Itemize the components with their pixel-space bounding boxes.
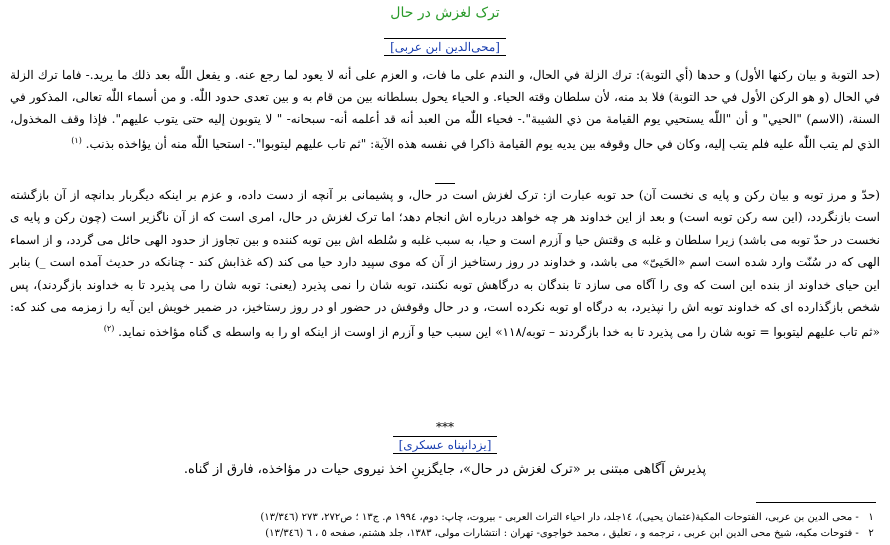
author-block <box>0 36 890 56</box>
translator-name: [یزدانپناه عسکری] <box>393 436 498 454</box>
summary-line: پذیرش آگاهی مبتنی بر «ترک لغزش در حال»، جایگزینِ اخذ نیروی حیات در مؤاخذه، فارق از گناه. <box>183 462 707 477</box>
footnote-text: - فتوحات مکیه، شیخ محی الدین ابن عربی ، ترجمه و ، تعلیق ، محمد خواجوی- تهران : انتشارات مولی، ١٣٨٣، جلد هشتم، صفحه ٥ ، ٦ (١٣/٣٤٦) <box>265 528 859 539</box>
footnote-number: ٢ <box>868 528 874 539</box>
arabic-text: (حد التوبة و بيان ركنها الأول) و حدها (أي التوبة): ترك الزلة في الحال، و الندم على ما فات، و العزم على أنه لا يعود لما رجع عنه. و يفعل اللّٰه بعد ذلك ما يريد.- فاما ترك الزلة في الحال (و هو الركن الأول في حد التوبة) فلا بد منه، لأن سلطان وقته الحياء. و الحياء يحول بسلطانه بين من قام به و بين تعدى حدود اللّٰه. و من أسماء اللّٰه تعالى، المذكور في السنة، (الاسم) "الحيي" و أن "اللّٰه يستحيي يوم القيامة من ذي الشيبة".- فحياء اللّٰه من العبد أنه قد أعلمه أنه- سبحانه- " لا يتوبون إليه حتى يتوب عليهم". فإذا وقف المخذول، الذي لم يتب اللّٰه عليه فلم يتب إليه، وكان في حال وقوفه بين يديه يوم القيامة ذاكرا في نفسه هذه الآية: "ثم تاب عليهم ليتوبوا".- استحيا اللّٰه منه أن يؤاخذه بذنب. <box>10 68 881 151</box>
persian-text: (حدّ و مرز توبه و بیان رکن و پایه ی نخست آن) حد توبه عبارت از: ترک لغزش است در حال، و پشیمانی بر آنچه از دست داده، و عزم بر اینکه دیگربار بدانچه از آن بازگشته است بازنگردد، (این سه رکن توبه است) و بعد از این خداوند هر چه خواهد درباره اش انجام دهد؛ اما ترک لغزش در حال، امری است که از آن ناگزیر است (چون رکن و پایه ی نخست در حدّ توبه می باشد) زیرا سلطان و غلبه ی وقتش حیا و آزرم است و حیا، به سبب غلبه و سُلطه اش بین توبه کننده و بین تجاوز از حدود الهی حائل می گردد، و از اسماء الهی که در سُنّت وارد شده است اسم «الحَییّ» می باشد، و خداوند در روز رستاخیز از آن که موی سپید دارد حیا می کند (که غذابش کند - چنانکه در حدیث آمده است _) بنابر این حیای خداوند از بنده این است که وی را آگاه می سازد تا بندگان به درگاهش توبه نکنند، توبه شان را نمی پذیرد (یعنی: توبه شان را می پذیرد تا به خداوند بازگردند)، پس شخص بازگذارده ای که خداوند توبه اش را نپذیرد، به درگاه او توبه نکرده است، و در حال وقوفش در حضور او در روز رستاخیز، در ضمیر خویش این آیه را زمزمه می کند که: «ثم تاب علیهم لیتوبوا = توبه شان را می پذیرد تا به خدا بازگردند – توبه/۱۱۸» این سبب حیا و آزرم از اوست از اینکه او را به واسطه ی گناه مؤاخذه نماید. <box>10 188 880 340</box>
translator-block <box>0 434 890 454</box>
persian-footnote-ref[interactable]: (٢) <box>103 324 115 334</box>
footnote-number: ١ <box>868 512 874 523</box>
footnote-text: - محی الدین بن عربی، الفتوحات المکیة(عثمان یحیی)، ١٤جلد، دار احیاء التراث العربی - بیروت، چاپ: دوم، ١٩٩٤ م. ج١٣ ؛ ص٢٧٢، ٢٧٣ (١٣/٣٤٦) <box>260 512 859 523</box>
page-title: ترک لغزش در حال <box>390 5 500 21</box>
stars-divider: *** <box>436 420 454 434</box>
author-name: [محی‌الدین ابن عربی] <box>384 38 506 56</box>
footnote-item <box>10 526 880 542</box>
footnote-item <box>10 510 880 526</box>
persian-paragraph <box>10 184 880 344</box>
arabic-footnote-ref[interactable]: (١) <box>71 136 82 145</box>
arabic-paragraph <box>10 64 880 155</box>
footnote-rule <box>756 502 876 503</box>
